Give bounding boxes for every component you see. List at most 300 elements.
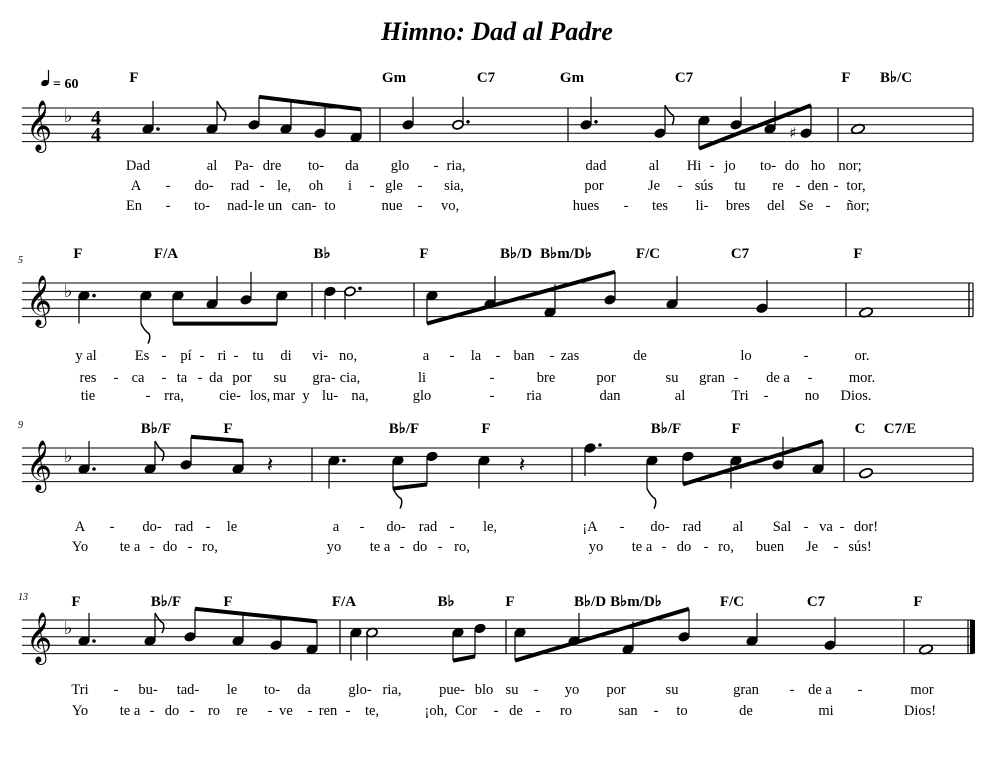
lyric-syllable: ñor; bbox=[846, 198, 870, 214]
chord-symbol: B♭/D bbox=[573, 594, 607, 610]
dot bbox=[92, 467, 96, 471]
note-head bbox=[730, 119, 742, 130]
lyric-syllable: - bbox=[703, 539, 709, 555]
lyric-syllable: rad bbox=[230, 178, 250, 194]
lyric-syllable: cia, bbox=[339, 370, 361, 386]
lyric-syllable: - bbox=[535, 703, 541, 719]
lyric-syllable: - bbox=[825, 198, 831, 214]
lyric-syllable: Pa- bbox=[234, 158, 254, 174]
lyric-syllable: Tri bbox=[731, 388, 749, 404]
dot bbox=[92, 294, 96, 298]
lyric-syllable: no bbox=[804, 388, 820, 404]
lyric-syllable: do- bbox=[650, 519, 670, 535]
chord-symbol: F bbox=[505, 594, 515, 610]
eighth-flag bbox=[155, 613, 164, 633]
lyric-syllable: - bbox=[205, 519, 211, 535]
lyric-syllable: por bbox=[596, 370, 616, 386]
chord-symbol: C7 bbox=[730, 246, 750, 262]
eighth-flag bbox=[217, 101, 226, 121]
lyric-syllable: al bbox=[648, 158, 660, 174]
lyric-syllable: Yo bbox=[71, 703, 89, 719]
dot bbox=[598, 443, 602, 447]
lyric-syllable: tie bbox=[80, 388, 96, 404]
chord-symbol: F bbox=[73, 246, 83, 262]
lyric-syllable: - bbox=[259, 178, 265, 194]
lyric-syllable: da bbox=[345, 158, 359, 174]
lyric-syllable: vi- bbox=[311, 348, 329, 364]
tempo-marking bbox=[40, 70, 78, 92]
lyric-syllable: tor, bbox=[846, 178, 866, 194]
chord-symbol: B♭/C bbox=[879, 70, 913, 86]
lyric-syllable: tad- bbox=[176, 682, 200, 698]
lyric-syllable: pí bbox=[180, 348, 192, 364]
lyric-syllable: - bbox=[661, 539, 667, 555]
sharp-icon: ♯ bbox=[789, 124, 797, 143]
note-head bbox=[184, 631, 196, 642]
lyric-syllable: su bbox=[665, 682, 679, 698]
lyric-syllable: ria bbox=[526, 388, 542, 404]
lyric-syllable: Je bbox=[647, 178, 661, 194]
lyric-syllable: - bbox=[789, 682, 795, 698]
chord-symbol: B♭m/D♭ bbox=[610, 594, 662, 610]
dot bbox=[594, 120, 598, 124]
lyric-syllable: do bbox=[164, 703, 180, 719]
lyric-syllable: Sal bbox=[772, 519, 792, 535]
lyric-syllable: ro bbox=[559, 703, 573, 719]
chord-symbol: C7 bbox=[476, 70, 496, 86]
chord-symbol: F bbox=[223, 594, 233, 610]
lyric-syllable: - bbox=[267, 703, 273, 719]
lyric-syllable: cie- bbox=[219, 388, 241, 404]
chord-symbol: B♭/F bbox=[140, 421, 172, 437]
beam bbox=[191, 437, 243, 441]
lyric-syllable: do- bbox=[194, 178, 214, 194]
lyric-syllable: - bbox=[359, 519, 365, 535]
lyric-syllable: - bbox=[417, 178, 423, 194]
lyric-syllable: ro, bbox=[718, 539, 734, 555]
lyric-syllable: Dios. bbox=[840, 388, 872, 404]
lyric-syllable: le, bbox=[276, 178, 292, 194]
lyric-syllable: do bbox=[162, 539, 178, 555]
note-head bbox=[584, 443, 596, 454]
chord-symbol: C7 bbox=[806, 594, 826, 610]
lyric-syllable: del bbox=[767, 198, 785, 214]
lyric-syllable: Se bbox=[798, 198, 814, 214]
lyric-syllable: su bbox=[665, 370, 679, 386]
note-head bbox=[240, 294, 252, 305]
lyric-syllable: - bbox=[763, 388, 769, 404]
lyric-syllable: - bbox=[233, 348, 239, 364]
lyric-syllable: li bbox=[417, 370, 427, 386]
lyric-syllable: - bbox=[165, 198, 171, 214]
lyric-syllable: gran bbox=[733, 682, 759, 698]
lyric-syllable: le bbox=[226, 519, 238, 535]
chord-symbol: B♭/F bbox=[388, 421, 420, 437]
chord-symbol: B♭m/D♭ bbox=[540, 246, 592, 262]
lyric-syllable: - bbox=[803, 348, 809, 364]
eighth-flag bbox=[141, 324, 150, 344]
lyric-syllable: - bbox=[113, 682, 119, 698]
lyric-syllable: oh bbox=[308, 178, 324, 194]
lyric-syllable: por bbox=[232, 370, 252, 386]
lyric-syllable: can- bbox=[291, 198, 317, 214]
chord-symbol: B♭/D bbox=[499, 246, 533, 262]
lyric-syllable: di bbox=[280, 348, 292, 364]
beam bbox=[515, 609, 689, 661]
system-1 bbox=[22, 70, 973, 214]
lyric-syllable: - bbox=[807, 370, 813, 386]
lyric-syllable: te a bbox=[119, 539, 141, 555]
lyric-syllable: ban bbox=[513, 348, 535, 364]
lyric-syllable: ro, bbox=[454, 539, 470, 555]
key-flat-icon: ♭ bbox=[64, 281, 73, 302]
lyric-syllable: nad- bbox=[227, 198, 253, 214]
lyric-syllable: do bbox=[676, 539, 692, 555]
lyric-syllable: tu bbox=[252, 348, 264, 364]
lyric-syllable: de a bbox=[808, 682, 832, 698]
lyric-syllable: - bbox=[833, 539, 839, 555]
lyric-syllable: - bbox=[399, 539, 405, 555]
note-head bbox=[678, 631, 690, 642]
lyric-syllable: tu bbox=[734, 178, 746, 194]
lyric-syllable: Cor bbox=[455, 703, 477, 719]
note-head bbox=[604, 294, 616, 305]
lyric-syllable: - bbox=[839, 519, 845, 535]
lyric-syllable: - bbox=[803, 519, 809, 535]
score bbox=[18, 70, 973, 719]
lyric-syllable: - bbox=[145, 388, 151, 404]
lyric-syllable: al bbox=[732, 519, 744, 535]
lyric-syllable: - bbox=[437, 539, 443, 555]
chord-symbol: F bbox=[71, 594, 81, 610]
lyric-syllable: re bbox=[772, 178, 784, 194]
lyric-syllable: y bbox=[302, 388, 310, 404]
chord-symbol: Gm bbox=[381, 70, 407, 86]
lyric-syllable: zas bbox=[560, 348, 580, 364]
quarter-rest-icon: 𝄽 bbox=[266, 453, 274, 478]
lyric-syllable: nue bbox=[381, 198, 403, 214]
key-flat-icon: ♭ bbox=[64, 618, 73, 639]
system-3 bbox=[18, 420, 973, 555]
lyric-syllable: - bbox=[653, 703, 659, 719]
lyric-syllable: - bbox=[197, 370, 203, 386]
lyric-syllable: re bbox=[236, 703, 248, 719]
lyric-syllable: le bbox=[226, 682, 238, 698]
chord-symbol: B♭/F bbox=[150, 594, 182, 610]
lyric-syllable: te a bbox=[369, 539, 391, 555]
chord-symbol: F bbox=[419, 246, 429, 262]
lyric-syllable: al bbox=[674, 388, 686, 404]
lyric-syllable: Dad bbox=[125, 158, 151, 174]
lyric-syllable: mor. bbox=[848, 370, 876, 386]
lyric-syllable: mar bbox=[272, 388, 296, 404]
lyric-syllable: ro bbox=[207, 703, 221, 719]
lyric-syllable: ria, bbox=[382, 682, 402, 698]
lyric-syllable: los, bbox=[249, 388, 271, 404]
lyric-syllable: - bbox=[795, 178, 801, 194]
lyric-syllable: - bbox=[833, 178, 839, 194]
lyric-syllable: ro, bbox=[202, 539, 218, 555]
lyric-syllable: Yo bbox=[71, 539, 89, 555]
system-2 bbox=[18, 246, 973, 404]
note-head bbox=[344, 286, 356, 297]
lyric-syllable: por bbox=[584, 178, 604, 194]
lyric-syllable: pue- bbox=[439, 682, 465, 698]
lyric-syllable: te a bbox=[119, 703, 141, 719]
lyric-syllable: gran bbox=[699, 370, 725, 386]
measure-number: 5 bbox=[18, 255, 23, 266]
note-head bbox=[324, 286, 336, 297]
lyric-syllable: yo bbox=[588, 539, 604, 555]
treble-clef-icon: 𝄞 bbox=[26, 275, 53, 326]
lyric-syllable: bu- bbox=[138, 682, 158, 698]
lyric-syllable: - bbox=[149, 703, 155, 719]
treble-clef-icon: 𝄞 bbox=[26, 440, 53, 491]
lyric-syllable: - bbox=[417, 198, 423, 214]
lyric-syllable: to bbox=[324, 198, 336, 214]
lyric-syllable: - bbox=[493, 703, 499, 719]
lyric-syllable: por bbox=[606, 682, 626, 698]
lyric-syllable: sia, bbox=[444, 178, 464, 194]
note-head bbox=[824, 640, 836, 651]
lyric-syllable: A bbox=[74, 519, 86, 535]
measure-number: 13 bbox=[18, 592, 28, 603]
lyric-syllable: dre bbox=[262, 158, 282, 174]
measure-number: 9 bbox=[18, 420, 23, 431]
lyric-syllable: mi bbox=[818, 703, 834, 719]
lyric-syllable: - bbox=[187, 539, 193, 555]
lyric-syllable: de a bbox=[766, 370, 790, 386]
lyric-syllable: - bbox=[189, 703, 195, 719]
lyric-syllable: to bbox=[676, 703, 688, 719]
lyric-syllable: - bbox=[369, 178, 375, 194]
page-title: Himno: Dad al Padre bbox=[381, 17, 613, 46]
chord-symbol: F/C bbox=[719, 594, 745, 610]
lyric-syllable: sús! bbox=[848, 539, 872, 555]
lyric-syllable: a bbox=[332, 519, 340, 535]
note-head bbox=[426, 451, 438, 462]
lyric-syllable: le, bbox=[482, 519, 498, 535]
lyric-syllable: dad bbox=[585, 158, 607, 174]
lyric-syllable: - bbox=[109, 519, 115, 535]
lyric-syllable: blo bbox=[474, 682, 494, 698]
lyric-syllable: na, bbox=[351, 388, 369, 404]
chord-symbol: C bbox=[854, 421, 866, 437]
system-4 bbox=[18, 592, 973, 719]
lyric-syllable: do- bbox=[142, 519, 162, 535]
chord-symbol: F bbox=[841, 70, 851, 86]
lyric-syllable: le un bbox=[253, 198, 283, 214]
lyric-syllable: te a bbox=[631, 539, 653, 555]
lyric-syllable: glo bbox=[390, 158, 410, 174]
lyric-syllable: lu- bbox=[321, 388, 339, 404]
tempo-text: = 60 bbox=[53, 77, 79, 92]
lyric-syllable: - bbox=[857, 682, 863, 698]
key-flat-icon: ♭ bbox=[64, 106, 73, 127]
eighth-flag bbox=[647, 489, 656, 509]
lyric-syllable: - bbox=[619, 519, 625, 535]
lyric-syllable: te, bbox=[364, 703, 380, 719]
lyric-syllable: da bbox=[209, 370, 223, 386]
lyric-syllable: sús bbox=[694, 178, 714, 194]
lyric-syllable: gra- bbox=[312, 370, 336, 386]
lyric-syllable: rad bbox=[682, 519, 702, 535]
lyric-syllable: da bbox=[297, 682, 311, 698]
treble-clef-icon: 𝄞 bbox=[26, 100, 53, 151]
note-head bbox=[452, 119, 464, 130]
lyric-syllable: rra, bbox=[164, 388, 184, 404]
chord-symbol: F/C bbox=[635, 246, 661, 262]
lyric-syllable: bres bbox=[725, 198, 751, 214]
chord-symbol: B♭/F bbox=[650, 421, 682, 437]
lyric-syllable: do bbox=[412, 539, 428, 555]
lyric-syllable: to- bbox=[759, 158, 777, 174]
lyric-syllable: - bbox=[113, 370, 119, 386]
chord-symbol: C7 bbox=[674, 70, 694, 86]
lyric-syllable: y al bbox=[75, 348, 97, 364]
chord-symbol: F/A bbox=[153, 246, 179, 262]
lyric-syllable: tes bbox=[651, 198, 669, 214]
time-signature-top: 4 bbox=[91, 107, 101, 129]
lyric-syllable: dor! bbox=[853, 519, 879, 535]
lyric-syllable: - bbox=[489, 388, 495, 404]
lyric-syllable: ho bbox=[810, 158, 826, 174]
lyric-syllable: dan bbox=[599, 388, 621, 404]
lyric-syllable: - bbox=[149, 539, 155, 555]
lyric-syllable: - bbox=[345, 703, 351, 719]
note-head bbox=[772, 459, 784, 470]
chord-symbol: B♭ bbox=[437, 594, 455, 610]
lyric-syllable: ¡oh, bbox=[424, 703, 448, 719]
lyric-syllable: glo bbox=[412, 388, 432, 404]
lyric-syllable: Je bbox=[805, 539, 819, 555]
lyric-syllable: - bbox=[199, 348, 205, 364]
chord-symbol: B♭ bbox=[313, 246, 331, 262]
lyric-syllable: ca bbox=[131, 370, 145, 386]
chord-symbol: F bbox=[731, 421, 741, 437]
lyric-syllable: de bbox=[739, 703, 753, 719]
lyric-syllable: En bbox=[125, 198, 143, 214]
chord-symbol: F bbox=[129, 70, 139, 86]
lyric-syllable: al bbox=[206, 158, 218, 174]
lyric-syllable: res bbox=[79, 370, 97, 386]
lyric-syllable: bre bbox=[536, 370, 556, 386]
lyric-syllable: a bbox=[422, 348, 430, 364]
beam bbox=[453, 656, 475, 660]
lyric-syllable: - bbox=[709, 158, 715, 174]
dot bbox=[156, 127, 160, 131]
lyric-syllable: - bbox=[489, 370, 495, 386]
chord-symbol: F bbox=[481, 421, 491, 437]
note-head bbox=[800, 128, 812, 139]
lyric-syllable: san bbox=[618, 703, 638, 719]
lyric-syllable: - bbox=[449, 519, 455, 535]
lyric-syllable: de bbox=[509, 703, 523, 719]
chord-symbol: Gm bbox=[559, 70, 585, 86]
lyric-syllable: - bbox=[495, 348, 501, 364]
note-head bbox=[654, 128, 666, 139]
chord-symbol: C7/E bbox=[883, 421, 917, 437]
lyric-syllable: rad bbox=[418, 519, 438, 535]
lyric-syllable: va bbox=[819, 519, 833, 535]
lyric-syllable: gle bbox=[385, 178, 403, 194]
chord-symbol: F bbox=[853, 246, 863, 262]
lyric-syllable: Hi bbox=[686, 158, 702, 174]
note-head bbox=[248, 119, 260, 130]
note-head bbox=[859, 467, 874, 479]
dot bbox=[466, 120, 470, 124]
lyric-syllable: ren bbox=[318, 703, 338, 719]
lyric-syllable: su bbox=[505, 682, 519, 698]
lyric-syllable: mor bbox=[910, 682, 934, 698]
lyric-syllable: - bbox=[677, 178, 683, 194]
note-head bbox=[270, 640, 282, 651]
lyric-syllable: ta bbox=[176, 370, 188, 386]
lyric-syllable: no, bbox=[338, 348, 358, 364]
lyric-syllable: do- bbox=[386, 519, 406, 535]
lyric-syllable: vo, bbox=[440, 198, 460, 214]
lyric-syllable: - bbox=[623, 198, 629, 214]
lyric-syllable: i bbox=[347, 178, 353, 194]
eighth-flag bbox=[155, 441, 164, 461]
note-head bbox=[180, 459, 192, 470]
lyric-syllable: la bbox=[470, 348, 482, 364]
lyric-syllable: to- bbox=[263, 682, 281, 698]
dot bbox=[358, 287, 362, 291]
lyric-syllable: - bbox=[161, 370, 167, 386]
chord-symbol: F bbox=[223, 421, 233, 437]
treble-clef-icon: 𝄞 bbox=[26, 612, 53, 663]
lyric-syllable: nor; bbox=[838, 158, 862, 174]
lyric-syllable: - bbox=[533, 682, 539, 698]
lyric-syllable: - bbox=[161, 348, 167, 364]
lyric-syllable: de bbox=[633, 348, 647, 364]
lyric-syllable: ria, bbox=[446, 158, 466, 174]
lyric-syllable: - bbox=[449, 348, 455, 364]
key-flat-icon: ♭ bbox=[64, 446, 73, 467]
note-head bbox=[474, 623, 486, 634]
lyric-syllable: to- bbox=[193, 198, 211, 214]
lyric-syllable: rad bbox=[174, 519, 194, 535]
lyric-syllable: - bbox=[733, 370, 739, 386]
note-head bbox=[402, 119, 414, 130]
lyric-syllable: jo bbox=[724, 158, 736, 174]
lyric-syllable: ¡A bbox=[582, 519, 598, 535]
lyric-syllable: - bbox=[307, 703, 313, 719]
lyric-syllable: hues bbox=[572, 198, 600, 214]
lyric-syllable: ri bbox=[217, 348, 227, 364]
lyric-syllable: - bbox=[165, 178, 171, 194]
note-head bbox=[580, 119, 592, 130]
time-signature-bottom: 4 bbox=[91, 124, 101, 146]
lyric-syllable: to- bbox=[307, 158, 325, 174]
chord-symbol: F/A bbox=[331, 594, 357, 610]
chord-symbol: F bbox=[913, 594, 923, 610]
lyric-syllable: lo bbox=[740, 348, 752, 364]
dot bbox=[342, 459, 346, 463]
eighth-flag bbox=[393, 489, 402, 509]
lyric-syllable: A bbox=[130, 178, 142, 194]
lyric-syllable: yo bbox=[564, 682, 580, 698]
quarter-rest-icon: 𝄽 bbox=[518, 453, 526, 478]
lyric-syllable: - bbox=[433, 158, 439, 174]
lyric-syllable: den bbox=[807, 178, 829, 194]
beam bbox=[427, 272, 615, 324]
lyric-syllable: li- bbox=[695, 198, 709, 214]
lyric-syllable: yo bbox=[326, 539, 342, 555]
lyric-syllable: su bbox=[273, 370, 287, 386]
lyric-syllable: buen bbox=[755, 539, 785, 555]
